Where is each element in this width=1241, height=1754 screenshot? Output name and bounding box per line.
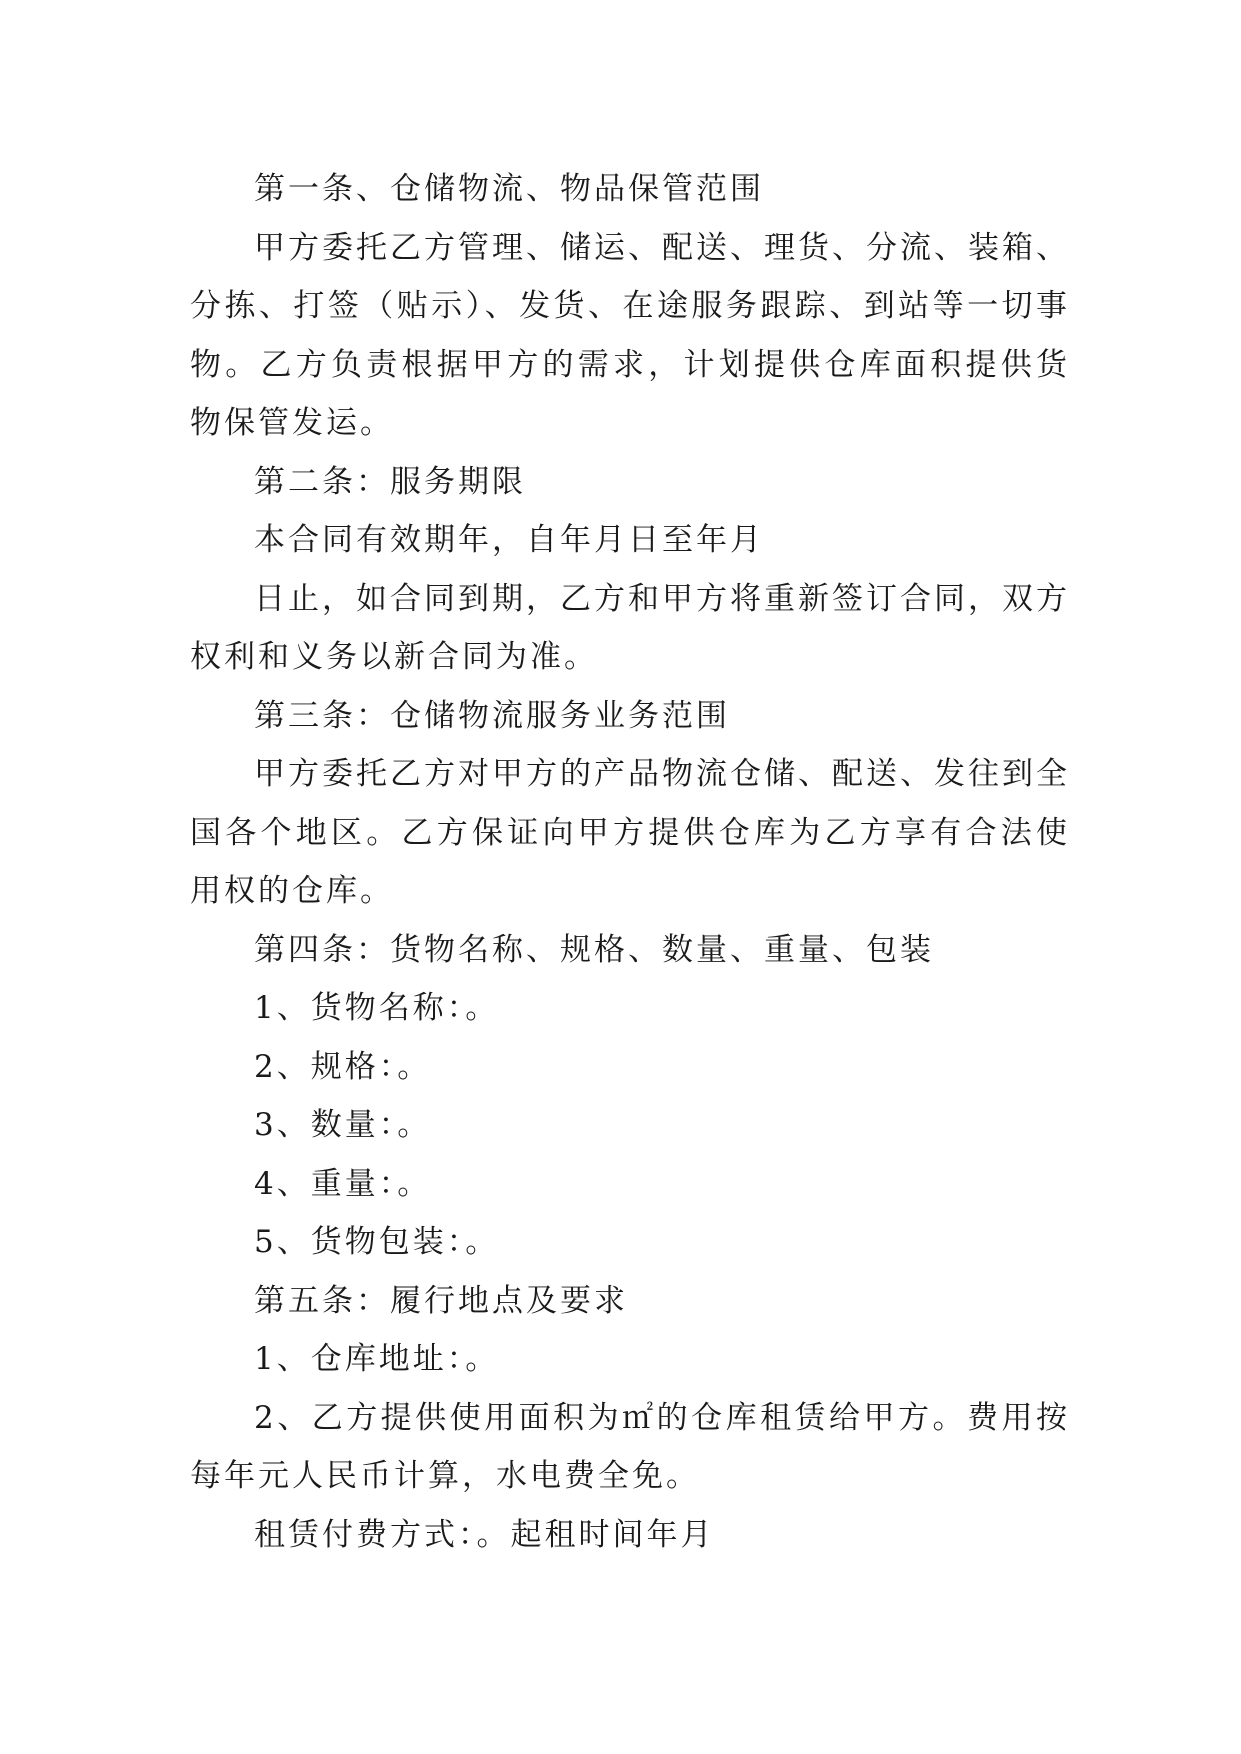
clause-5-item-2: 2、乙方提供使用面积为㎡的仓库租赁给甲方。费用按每年元人民币计算，水电费全免。	[190, 1399, 1070, 1494]
clause-2-heading: 第二条：服务期限	[254, 463, 526, 500]
clause-1-body: 甲方委托乙方管理、储运、配送、理货、分流、装箱、分拣、打签（贴示）、发货、在途服务跟踪、到站等一切事物。乙方负责根据甲方的需求，计划提供仓库面积提供货物保管发运。	[190, 229, 1070, 441]
clause-2-body-line-2: 日止，如合同到期，乙方和甲方将重新签订合同，双方权利和义务以新合同为准。	[190, 580, 1070, 675]
clause-5-heading: 第五条：履行地点及要求	[254, 1282, 628, 1319]
clause-4-item-1: 1、货物名称：。	[254, 990, 500, 1026]
clause-4-item-3: 3、数量：。	[254, 1107, 432, 1143]
clause-4-item-2: 2、规格：。	[254, 1048, 432, 1085]
clause-5-item-1: 1、仓库地址：。	[254, 1341, 500, 1377]
clause-1-heading: 第一条、仓储物流、物品保管范围	[254, 171, 764, 207]
clause-3-body: 甲方委托乙方对甲方的产品物流仓储、配送、发往到全国各个地区。乙方保证向甲方提供仓库为乙方享有合法使用权的仓库。	[190, 756, 1070, 909]
document-body	[190, 160, 1070, 1564]
clause-4-item-5: 5、货物包装：。	[254, 1224, 500, 1260]
clause-4-heading: 第四条：货物名称、规格、数量、重量、包装	[254, 931, 934, 968]
clause-4-item-4: 4、重量：。	[254, 1165, 432, 1202]
clause-5-payment: 租赁付费方式：。起租时间年月	[254, 1516, 715, 1553]
clause-2-body-line-1: 本合同有效期年，自年月日至年月	[254, 522, 764, 558]
clause-3-heading: 第三条：仓储物流服务业务范围	[254, 697, 730, 734]
